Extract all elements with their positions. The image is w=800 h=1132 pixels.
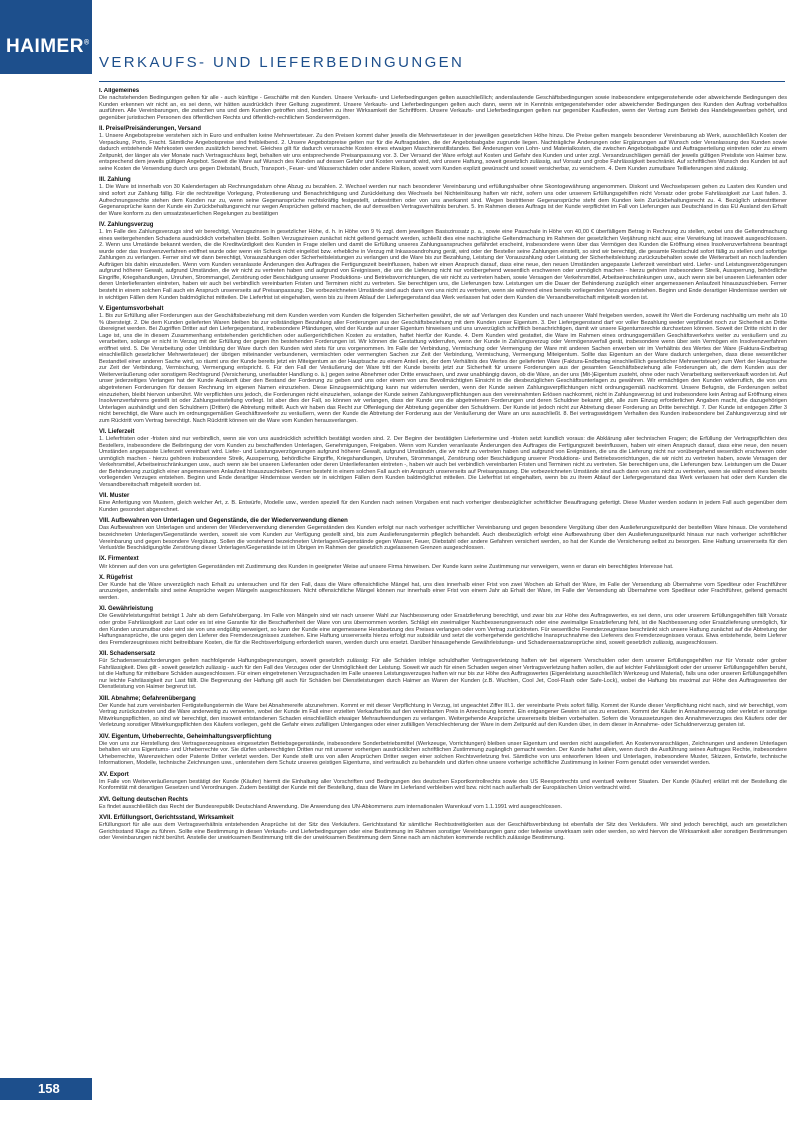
page-title: VERKAUFS- UND LIEFERBEDINGUNGEN [99, 54, 465, 71]
terms-section [99, 696, 787, 729]
terms-section [99, 429, 787, 489]
terms-section [99, 734, 787, 767]
section-heading: XII. Schadensersatz [99, 650, 156, 657]
terms-section [99, 797, 787, 811]
terms-section [99, 177, 787, 217]
terms-section [99, 126, 787, 172]
section-heading: XVII. Erfüllungsort, Gerichtsstand, Wirksamkeit [99, 815, 234, 822]
section-heading: XIII. Abnahme; Gefahrenübergang [99, 695, 196, 702]
section-body: 1. Im Falle des Zahlungsverzugs sind wir berechtigt, Verzugszinsen in gesetzlicher Höhe, d. h. in Höhe von 9 % zzgl. dem jeweiligen Basiszinssatz p. a., sowie eine Pauschale in Höhe von 40,00 € überfälligem Betrag in Rechnung zu stellen, wobei uns die Geltendmachung eines weitergehenden Schadens ausdrücklich vorbehalten bleibt. Sollten Verzugszinsen zunächst nicht geltend gemacht werden, schließt dies eine nachträgliche Geltendmachung im Rahmen der gesetzlichen Verjährung nicht aus; eine Verwirkung ist insoweit ausgeschlossen. 2. Wenn uns Umstände bekannt werden, die die Kreditwürdigkeit des Kunden in Frage stellen und damit die Erfüllung unseres Zahlungsanspruches gefährdet erscheint, insbesondere wenn über das Vermögen des Kunden die Eröffnung eines Insolvenzverfahrens beantragt wurde oder das Insolvenzverfahren eröffnet wurde oder wenn ein Scheck nicht eingelöst bzw. erhebliche in Verzug mit Inkassoandrohung gerät, wird oder der Besteller seine Zahlungen einstellt, so sind wir berechtigt, die gesamte Restschuld sofort fällig zu stellen und sofortige Zahlungen zu verlangen. Ferner sind wir dann berechtigt, Vorauszahlungen oder Sicherheitsleistungen zu verlangen und die Ware bis zur Bezahlung, Leistung der Vorauszahlung oder Leistung der Sicherheitsleistung zurückzubehalten sowie die Weiterarbeit an noch laufenden Aufträgen bis dahin einzustellen. Wenn vom Kunden veranlasste Änderungen des Auftrages die Fertigungszeit beeinflussen, haben wir einen Anspruch darauf, dass eine neue, den neuen Umständen angepasste Lieferzeit vereinbart wird. Liefer- und Leistungsverzögerungen aufgrund höherer Gewalt, aufgrund Umständen, die wir nicht zu vertreten haben und aufgrund von Ereignissen, die uns die Lieferung nicht nur vorübergehend wesentlich erschweren oder unmöglich machen - hierzu gehören insbesondere Streik, Aussperrung, behördliche Eingriffe, Kriegshandlungen, Unruhen, Strommangel, Zerstörung oder Beschädigung unserer Produktions- und Betriebsvorrichtungen, die wir nicht zu vertreten haben, sowie Versagen der Verkehrsmittel, Arbeitseinschränkungen usw., auch wenn sie bei unseren Lieferanten oder deren Unterlieferanten eintreten, haben wir auch bei verbindlich vereinbarten Fristen und Terminen nicht zu vertreten. Sie berechtigen uns, die Lieferungen bzw. Leistungen um die Dauer der Behinderung zuzüglich einer angemessenen Anlaufzeit hinauszuschieben. Ferner besteht in einem solchen Fall auch ein Anspruch unsererseits auf Preisanpassung. Die vorbezeichneten Umstände sind auch dann von uns nicht zu vertreten, wenn sie während eines bereits vorliegenden Verzuges entstehen. Beginn und Ende derartiger Hindernisse werden wir in wichtigen Fällen dem Kunden baldmöglichst mitteilen. Die Lieferfrist ist eingehalten, wenn bis zu ihrem Ablauf der Liefergegenstand das Werk verlassen hat oder dem Kunden die Versandbereitschaft mitgeteilt worden ist. [99, 229, 787, 301]
haimer-logo: HAIMER® [6, 36, 90, 57]
section-body: Im Falle von Weiterveräußerungen bestätigt der Kunde (Käufer) hiermit die Einhaltung aller Vorschriften und Bedingungen des deutschen Exportkontrollrechts sowie des US Reexportrechts und eventuell weiterer Staaten. Der Kunde (Käufer) erklärt mit der Bestellung die Konformität mit derartigen Gesetzen und Verordnungen. Zudem bestätigt der Kunde mit der Bestellung, dass die Ware im Lieferland verbleiben wird bzw. nicht nach außerhalb der Europäischen Union verbracht wird. [99, 778, 787, 792]
section-heading: XVI. Geltung deutschen Rechts [99, 796, 189, 803]
terms-section [99, 518, 787, 551]
section-body: 1. Unsere Angebotspreise verstehen sich in Euro und enthalten keine Mehrwertsteuer. Zu den Preisen kommt daher jeweils die Mehrwertsteuer in der jeweiligen gesetzlichen Höhe hinzu. Die Preise gelten mangels besonderer Vereinbarung ab Werk, ausschließlich Kosten der Verpackung, Porto, Fracht. Sämtliche Angebotspreise sind freibleibend. 2. Unsere Angebotspreise gelten nur für die Auftragsdaten, die der Angebotsabgabe zugrunde liegen. Nachträgliche Änderungen oder Ergänzungen auf Wunsch oder Veranlassung des Kunden sowie dadurch entstehende Mehrkosten werden zusätzlich berechnet. Gleiches gilt für dadurch verursachte Kosten eines etwaigen Maschinenstillstandes. Bei Änderungen von Lohn- und Materialkosten, die zwischen Angebotsabgabe und Auftragserteilung eintreten oder zu einem Zeitpunkt, der länger als vier Monate nach Vertragsschluss liegt, behalten wir uns entsprechende Preisanpassung vor. 3. Der Versand der Ware erfolgt auf Kosten und Gefahr des Kunden und unter zzgl. Versandzuschlägen gemäß der jeweils gültigen Preisliste von Haimer bzw. entsprechend dem jeweils gültigen Angebot. Soweit die Ware auf Wunsch des Kunden auf dessen Gefahr und Kosten versandt wird, wird unsere Haftung, soweit gesetzlich zulässig, auf Vorsatz und grobe Fahrlässigkeit beschränkt. Auf schriftlichen Wunsch des Kunden ist auf seine Kosten die Versendung durch uns gegen Diebstahl, Bruch, Transport-, Feuer- und Wasserschäden oder andere Risiken, soweit vom Kunden explizit gewünscht und soweit versicherbar, zu versichern. 4. Dem Kunden zumutbare Teillieferungen sind zulässig. [99, 133, 787, 173]
section-heading: IV. Zahlungsverzug [99, 221, 154, 228]
section-body: Die nachstehenden Bedingungen gelten für alle - auch künftige - Geschäfte mit den Kunden. Unsere Verkaufs- und Lieferbedingungen gelten ausschließlich; anderslautende Geschäftsbedingungen sowie insbesondere entgegenstehende oder abweichende Bedingungen des Kunden erkennen wir nicht an, es sei denn, wir hätten ausdrücklich ihrer Geltung zugestimmt. Unsere Verkaufs- und Lieferbedingungen gelten auch dann, wenn wir in Kenntnis entgegenstehender oder abweichender Bedingungen des Kunden den Auftrag vorbehaltlos ausführen. Alle Vereinbarungen, die zwischen uns und dem Kunden getroffen sind, bedürfen zu ihrer Wirksamkeit der Schriftform. Unsere Verkaufs- und Lieferbedingungen gelten nur gegenüber Kaufleuten, wenn der Vertrag zum Betrieb des Handelsgewerbes gehört, und gegenüber juristischen Personen des öffentlichen Rechts und öffentlich-rechtlichen Sondervermögen. [99, 95, 787, 121]
section-body: 1. Bis zur Erfüllung aller Forderungen aus der Geschäftsbeziehung mit dem Kunden werden vom Kunden die folgenden Sicherheiten gewährt, die wir auf Verlangen des Kunden und nach unserer Wahl freigeben werden, soweit ihr Wert die Forderung nachhaltig um mehr als 10 % übersteigt. 2. Die dem Kunden gelieferten Waren bleiben bis zur vollständigen Bezahlung aller Forderungen aus der Geschäftsbeziehung mit dem Kunden unser Eigentum. 3. Der Liefergegenstand darf vor voller Bezahlung weder verpfändet noch zur Sicherheit an Dritte übereignet werden. Bei Zugriffen Dritter auf den Liefergegenstand, insbesondere Pfändungen, wird der Kunde auf unser Eigentum hinweisen und uns unverzüglich schriftlich benachrichtigen, damit wir unsere Eigentumsrechte durchsetzen können. Soweit der Dritte nicht in der Lage ist, uns die in diesem Zusammenhang entstehenden gerichtlichen oder außergerichtlichen Kosten zu erstatten, haftet hierfür der Kunde. 4. Dem Kunden wird gestattet, die Ware im Rahmen eines ordnungsgemäßen Geschäftsverkehrs weiter zu veräußern und zu verarbeiten, solange er nicht in Verzug mit der Erfüllung der gegen ihn bestehenden Forderungen ist. Wir können die Gestattung widerrufen, wenn der Kunde in Zahlungsverzug oder Vermögensverfall gerät, insbesondere wenn über sein Vermögen ein Insolvenzverfahren eröffnet wird. 5. Die Verarbeitung oder Umbildung der Ware durch den Kunden wird stets für uns vorgenommen. Im Falle der Verbindung, Vermischung oder Vermengung der Ware mit anderen Sachen erwerben wir im Verhältnis des Wertes der Ware (Faktura-Endbetrag einschließlich gesetzlicher Mehrwertsteuer) der übrigen miteinander verbundenen, vermischten oder vermengten Sachen zur Zeit der Verbindung, Vermischung, Vermengung Miteigentum. Sollte das Eigentum an der Ware dadurch untergehen, dass diese wesentlicher Bestandteil einer anderen Sache wird, so räumt uns der Kunde bereits jetzt ein Miteigentum an der Hauptsache zu einem Anteil ein, der dem Verhältnis des Wertes der gelieferten Ware (Faktura-Endbetrag einschließlich gesetzlicher Mehrwertsteuer) zum Wert der Hauptsache zur Zeit der Verbindung, Vermischung, Vermengung entspricht. 6. Für den Fall der Veräußerung der Ware tritt der Kunde bereits jetzt zur Sicherheit für unsere Forderungen aus der gesamten Geschäftsbeziehung alle Forderungen ab, die dem Kunden aus der Weiterveräußerung oder sonstigem Rechtsgrund (Versicherung, unerlaubter Handlung o. ä.) gegen seine Abnehmer oder Dritte erwachsen, und zwar unabhängig davon, ob die Ware, an der uns (Mit-)Eigentum zusteht, ohne oder nach Verarbeitung weiterverkauft worden ist. Auf unser jederzeitiges Verlangen hat der Kunde Auskunft über den Bestand der Forderung zu geben und uns oder einem von uns Bevollmächtigten Einsicht in die diesbezüglichen Geschäftsunterlagen zu gewähren. Wir ermächtigen den Kunden widerruflich, die von uns abgetretenen Forderungen für dessen Rechnung im eigenen Namen einzuziehen. Diese Einzugsermächtigung kann nur widerrufen werden, wenn der Kunde seinen Zahlungsverpflichtungen nicht ordnungsgemäß nachkommt. Unsere Befugnis, die Forderungen selbst einzuziehen, bleibt hiervon unberührt. Wir verpflichten uns jedoch, die Forderungen nicht einzuziehen, solange der Kunde seinen Zahlungsverpflichtungen aus den vereinnahmten Erlösen nachkommt, nicht in Zahlungsverzug ist und insbesondere kein Antrag auf Eröffnung eines Insolvenzverfahrens gestellt ist oder Zahlungseinstellung vorliegt. Ist aber dies der Fall, so können wir verlangen, dass der Kunde uns die abgetretenen Forderungen und deren Schuldner bekannt gibt, alle zum Einzug erforderlichen Angaben macht, die dazugehörigen Unterlagen aushändigt und den Schuldnern (Dritten) die Abtretung mitteilt. Auch wir haben das Recht zur Offenlegung der Abtretung gegenüber den Schuldnern. Der Kunde ist jedoch nicht zur Abtretung dieser Forderung an Dritte berechtigt. 7. Der Kunde ist entgegen Ziffer 3 nicht berechtigt, die Ware auch im ordnungsgemäßen Geschäftsverkehr zu veräußern, wenn der Kunde die Abtretung der Forderung aus der Veräußerung der Ware an uns ausschließt. 8. Bei vertragswidrigem Verhalten des Kunden insbesondere bei Zahlungsverzug sind wir zum Rücktritt vom Vertrag berechtigt. Nach Rücktritt können wir die Ware vom Kunden herausverlangen. [99, 312, 787, 424]
title-divider [99, 81, 785, 82]
section-heading: IX. Firmentext [99, 556, 139, 563]
sidebar [0, 0, 92, 1132]
section-heading: XI. Gewährleistung [99, 606, 154, 613]
terms-section [99, 815, 787, 842]
terms-section [99, 88, 787, 121]
section-body: Erfüllungsort für alle aus dem Vertragsverhältnis entstehenden Ansprüche ist der Sitz des Verkäufers. Gerichtsstand für sämtliche Rechtsstreitigkeiten aus der Geschäftsverbindung ist ebenfalls der Sitz des Verkäufers. Wir sind jedoch berechtigt, auch am gesetzlichen Gerichtsstand Klage zu führen. Sollte eine Bestimmung in diesen Verkaufs- und Lieferbedingungen oder eine Bestimmung im Rahmen sonstiger Vereinbarungen ganz oder teilweise unwirksam sein oder werden, so wird hiervon die Wirksamkeit aller sonstigen Bestimmungen oder Vereinbarungen nicht berührt. Anstelle der unwirksamen Bestimmung tritt die der unwirksamen Bestimmung dem Sinne nach am nächsten kommende rechtlich zulässige Bestimmung. [99, 822, 787, 842]
section-heading: VII. Muster [99, 493, 130, 500]
terms-content [99, 88, 787, 1053]
section-heading: VI. Lieferzeit [99, 428, 135, 435]
terms-section [99, 493, 787, 513]
page-number-block [0, 1078, 92, 1100]
section-body: Das Aufbewahren von Unterlagen und anderen der Wiederverwendung dienenden Gegenständen des Kunden erfolgt nur nach vorheriger schriftlicher Vereinbarung und gegen besondere Vergütung über den Auslieferungszeitpunkt der bestellten Ware hinaus. Die vorstehend bezeichneten Unterlagen/Gegenstände werden, soweit sie vom Kunden zur Verfügung gestellt sind, bis zum Auslieferungstermin pfleglich behandelt. Auch diesbezüglich erfolgt eine Aufbewahrung über den Auslieferungszeitpunkt hinaus nur nach vorheriger schriftlicher Vereinbarung und gegen besondere Vergütung. Sollen die vorstehend bezeichneten Unterlagen/Gegenstände gegen Wasser, Feuer, Diebstahl oder andere Gefahren versichert werden, so hat der Kunde die Versicherung selbst zu besorgen. Eine Haftung unsererseits für den Verlust/die Beschädigung/die Zerstörung dieser Unterlagen/Gegenstände ist im Übrigen im Rahmen der gesetzlich zugelassenen Grenzen ausgeschlossen. [99, 525, 787, 552]
logo-block [0, 0, 92, 74]
section-body: Die von uns zur Herstellung des Vertragserzeugnisses eingesetzten Betriebsgegenstände, insbesondere Sonderbetriebsmittel (Werkzeuge, Vorrichtungen) bleiben unser Eigentum und werden nicht ausgeliefert. An Kostenvoranschlägen, Zeichnungen und anderen Unterlagen behalten wir uns Eigentums- und Urheberrechte vor. Sie dürfen unberechtigten Dritten nur mit unserer vorherigen ausdrücklichen schriftlichen Zustimmung zugänglich gemacht werden. Der Kunde haftet allein, wenn durch die Ausführung seines Auftrages Rechte, insbesondere Urheberrechte, Warenzeichen oder Patente Dritter verletzt werden. Der Kunde stellt uns von allen Ansprüchen Dritter wegen einer solchen Rechtsverletzung frei. Sämtliche von uns entworfenen Ideen und Unterlagen, insbesondere Muster, Skizzen, Entwürfe, technische Informationen, Modelle, technische Zeichnungen usw., unterstehen dem Schutz unseres geistigen Eigentums, sind vertraulich zu behandeln und dürfen ohne unsere vorherige schriftliche Zustimmung in keiner Form genutzt oder verwendet werden. [99, 740, 787, 767]
section-body: Der Kunde hat zum vereinbarten Fertigstellungstermin die Ware bei Abnahmereife abzunehmen. Kommt er mit dieser Verpflichtung in Verzug, ist ungeachtet Ziffer III.1. der vereinbarte Preis sofort fällig. Kommt der Kunde dieser Verpflichtung nicht nach, sind wir berechtigt, vom Vertrag zurückzutreten und die Ware anderweitig zu verwerten, wobei der Kunde im Fall einer erzielten Verkaufserlös auf den vereinbarten Preis in Anrechnung kommt. Ein entgangener Gewinn ist uns zu ersetzen. Kommt der Käufer in Annahmeverzug oder verletzt er sonstige Mitwirkungspflichten, so sind wir berechtigt, den insoweit entstandenen Schaden einschließlich etwaiger Mehraufwendungen zu verlangen. Weitergehende Ansprüche unsererseits bleiben vorbehalten. Sofern die Voraussetzungen des Annahmeverzuges des Käufers oder der Verletzung sonstiger Mitwirkungspflichten des Käufers vorliegen, geht die Gefahr eines zufälligen Unterganges oder einer zufälligen Verschlechterung der Ware in dem Zeitpunkt auf den Kunden über, in dem dieser in Annahme- oder Schuldnerverzug geraten ist. [99, 702, 787, 729]
terms-section [99, 651, 787, 691]
terms-section [99, 772, 787, 792]
section-heading: I. Allgemeines [99, 88, 140, 94]
terms-section [99, 556, 787, 570]
section-heading: II. Preise/Preisänderungen, Versand [99, 126, 202, 133]
section-body: 1. Die Ware ist innerhalb von 30 Kalendertagen ab Rechnungsdatum ohne Abzug zu bezahlen. 2. Wechsel werden nur nach besonderer Vereinbarung und erfüllungshalber ohne Skontogewährung angenommen. Diskont und Wechselspesen gehen zu Lasten des Kunden und sind sofort zur Zahlung fällig. Für die rechtzeitige Vorlegung, Protestierung und Benachrichtigung und Zurückleitung des Wechsels bei Nichteinlösung haften wir nicht, sofern uns oder unserem Erfüllungsgehilfen nicht Vorsatz oder grobe Fahrlässigkeit zur Last fallen. 3. Aufrechnungsrechte stehen dem Kunden nur zu, wenn seine Gegenansprüche rechtskräftig festgestellt, unbestritten oder von uns anerkannt sind. Wegen bestrittener Gegenansprüche steht dem Kunden kein Zurückbehaltungsrecht zu. 4. Bezüglich unbestrittener Gegenansprüche kann der Kunde ein Zurückbehaltungsrecht nur wegen Ansprüchen geltend machen, die auf demselben Vertragsverhältnis beruhen. 5. Im Rahmen dieses Auftrags ist der Kunde verpflichtet im Fall von Lieferungen aus Deutschland in das EU Ausland den Erhalt der Ware konform zu den umsatzsteuerlichen Regelungen zu bestätigen [99, 184, 787, 217]
section-heading: VIII. Aufbewahren von Unterlagen und Gegenstände, die der Wiederverwendung dienen [99, 518, 348, 525]
section-heading: V. Eigentumsvorbehalt [99, 305, 164, 312]
section-heading: III. Zahlung [99, 177, 131, 184]
section-body: 1. Lieferfristen oder -fristen sind nur verbindlich, wenn sie von uns ausdrücklich schriftlich bestätigt worden sind. 2. Der Beginn der bestätigten Liefertermine und -fristen setzt kundlich voraus: die Abklärung aller technischen Fragen; die Erfüllung der Vertragspflichten des Bestellers, insbesondere die Beibringung der vom Kunden zu beschaffenden Unterlagen, Genehmigungen, Freigaben. Wenn vom Kunden veranlasste Änderungen des Auftrages die Fertigungszeit beeinflussen, haben wir einen Anspruch darauf, dass eine neue, den neuen Umständen angepasste Lieferzeit vereinbart wird. Liefer- und Leistungsverzögerungen aufgrund höherer Gewalt, aufgrund Umständen, die wir nicht zu vertreten haben und aufgrund von Ereignissen, die uns die Lieferung nicht nur vorübergehend wesentlich erschweren oder unmöglich machen - hierzu gehören insbesondere Streik, Aussperrung, behördliche Eingriffe, Kriegshandlungen, Unruhen, Strommangel, Zerstörung oder Beschädigung unserer Produktions- und Betriebsvorrichtungen, die wir nicht zu vertreten haben, sowie Versagen der Verkehrsmittel, Arbeitseinschränkungen usw., auch wenn sie bei unseren Lieferanten oder deren Unterlieferanten eintreten -, haben wir auch bei verbindlich vereinbarten Fristen und Terminen nicht zu vertreten. Sie berechtigen uns, die Lieferungen bzw. Leistungen um die Dauer der Behinderung zuzüglich einer angemessenen Anlaufzeit hinauszuschieben. Ferner besteht in einem solchen Fall auch ein Anspruch unsererseits auf Preisanpassung. Die vorbezeichneten Umstände sind auch dann von uns nicht zu vertreten, wenn sie während eines bereits vorliegenden Verzuges entstehen. Beginn und Ende derartiger Hindernisse werden wir in wichtigen Fällen dem Kunden baldmöglichst mitteilen. Die Lieferfrist ist eingehalten, wenn bis zu ihrem Ablauf der Liefergegenstand das Werk verlassen hat oder dem Kunden die Versandbereitschaft mitgeteilt worden ist. [99, 436, 787, 488]
terms-section [99, 306, 787, 425]
terms-section [99, 222, 787, 301]
section-body: Der Kunde hat die Ware unverzüglich nach Erhalt zu untersuchen und für den Fall, dass die Ware offensichtliche Mängel hat, uns dies innerhalb einer Frist von zwei Wochen ab Erhalt der Ware, im Falle der Versendung ab Übernahme vom Spediteur oder Frachtführer anzuzeigen, andernfalls sind seine Ansprüche wegen Mängeln ausgeschlossen. Nicht offensichtliche Mängel können nur innerhalb einer Frist von einem Jahr ab Erhalt der Ware, im Falle der Versendung ab Übernahme vom Spediteur oder Frachtführer, geltend gemacht werden. [99, 581, 787, 602]
terms-section [99, 575, 787, 602]
section-body: Es findet ausschließlich das Recht der Bundesrepublik Deutschland Anwendung. Die Anwendung des UN-Abkommens zum internationalen Warenkauf vom 1.1.1991 wird ausgeschlossen. [99, 803, 563, 810]
section-body: Eine Anfertigung von Mustern, gleich welcher Art, z. B. Entwürfe, Modelle usw., werden speziell für den Kunden nach seinen Vorgaben erst nach vorheriger diesbezüglicher schriftlicher Beauftragung gefertigt. Diese Muster werden sodann in jedem Fall auch gegenüber dem Kunden gesondert abgerechnet. [99, 500, 787, 513]
section-body: Wir können auf den von uns gefertigten Gegenständen mit Zustimmung des Kunden in geeigneter Weise auf unsere Firma hinweisen. Der Kunde kann seine Zustimmung nur verweigern, wenn er daran ein berechtigtes Interesse hat. [99, 563, 674, 570]
section-heading: XV. Export [99, 771, 129, 778]
page-number: 158 [38, 1081, 60, 1096]
section-heading: XIV. Eigentum, Urheberrechte, Geheimhaltungsverpflichtung [99, 733, 272, 740]
section-body: Die Gewährleistungsfrist beträgt 1 Jahr ab dem Gefahrübergang. Im Falle von Mängeln sind wir nach unserer Wahl zur Nachbesserung oder Ersatzlieferung berechtigt, und zwar bis zur Höhe des Auftragswertes, es sei denn, uns oder unserem Erfüllungsgehilfen fällt Vorsatz oder grobe Fahrlässigkeit zur Last oder es ist eine Garantie für die Beschaffenheit der Ware von uns übernommen worden. Schlägt ein zweimaliger Nachbesserungsversuch oder eine zweimalige Ersatzlieferung fehl, ist die Nachbesserung oder Ersatzlieferung unmöglich, für den Kunden unzumutbar oder wird sie von uns endgültig verweigert, so kann der Kunde eine angemessene Herabsetzung des Preises verlangen oder vom Vertrag zurücktreten. Für wesentliche Fremderzeugnisse beschränkt sich unsere Haftung zunächst auf die Abtretung der Haftungsansprüche, die uns gegen den Lieferer des Fremderzeugnisses zustehen. Eine Haftung unsererseits hierzu erfolgt nur subsidiär und setzt die vorhergehende gerichtliche Inanspruchnahme des Lieferers des Fremderzeugnisses voraus. Etwa entstehende, beim Lieferer des Fremderzeugnisses nicht beitreibbare Kosten, die für die Rechtsverfolgung erforderlich waren, werden durch uns ersetzt. Darüber hinausgehende Gewährleistungs- und Schadensersatzansprüche sind, soweit gesetzlich zulässig, ausgeschlossen. [99, 613, 787, 646]
section-body: Für Schadensersatzforderungen gelten nachfolgende Haftungsbegrenzungen, soweit gesetzlich zulässig: Für alle Schäden infolge schuldhafter Vertragsverletzung haften wir bei eigenem Verschulden oder dem unserer Erfüllungsgehilfen nur für Vorsatz oder grober Fahrlässigkeit. Dies gilt - soweit gesetzlich zulässig - auch für den Fall des Verzuges oder der Unmöglichkeit der Leistung. Soweit wir auch für einen Schaden wegen einer Vertragsverletzung haften sollen, die auf leichter Fahrlässigkeit oder der unserer Erfüllungsgehilfen beruht, ist die Haftung für mittelbare Schäden ausgeschlossen. Für einen eingetretenen Verzugsschaden im Falle unseres Leistungsverzuges haften wir nur bis zur Höhe des Auftragswertes (Eigenleistung ausschließlich Werkzeug und Material), falls uns oder unseren Erfüllungsgehilfen nur leichte Fahrlässigkeit zur Last fällt. Die Begrenzung der Haftung gilt auch für Schäden bei Dienstleistungen durch Haimer an Waren der Kunden (z.B. Wuchten, Cool Jet, Cool-Flash oder Safe-Lock), wobei die Haftung bis maximal zur Höhe des Auftragswertes der Dienstleistung von Haimer begrenzt ist. [99, 658, 787, 691]
terms-section [99, 606, 787, 646]
section-heading: X. Rügefrist [99, 574, 133, 581]
